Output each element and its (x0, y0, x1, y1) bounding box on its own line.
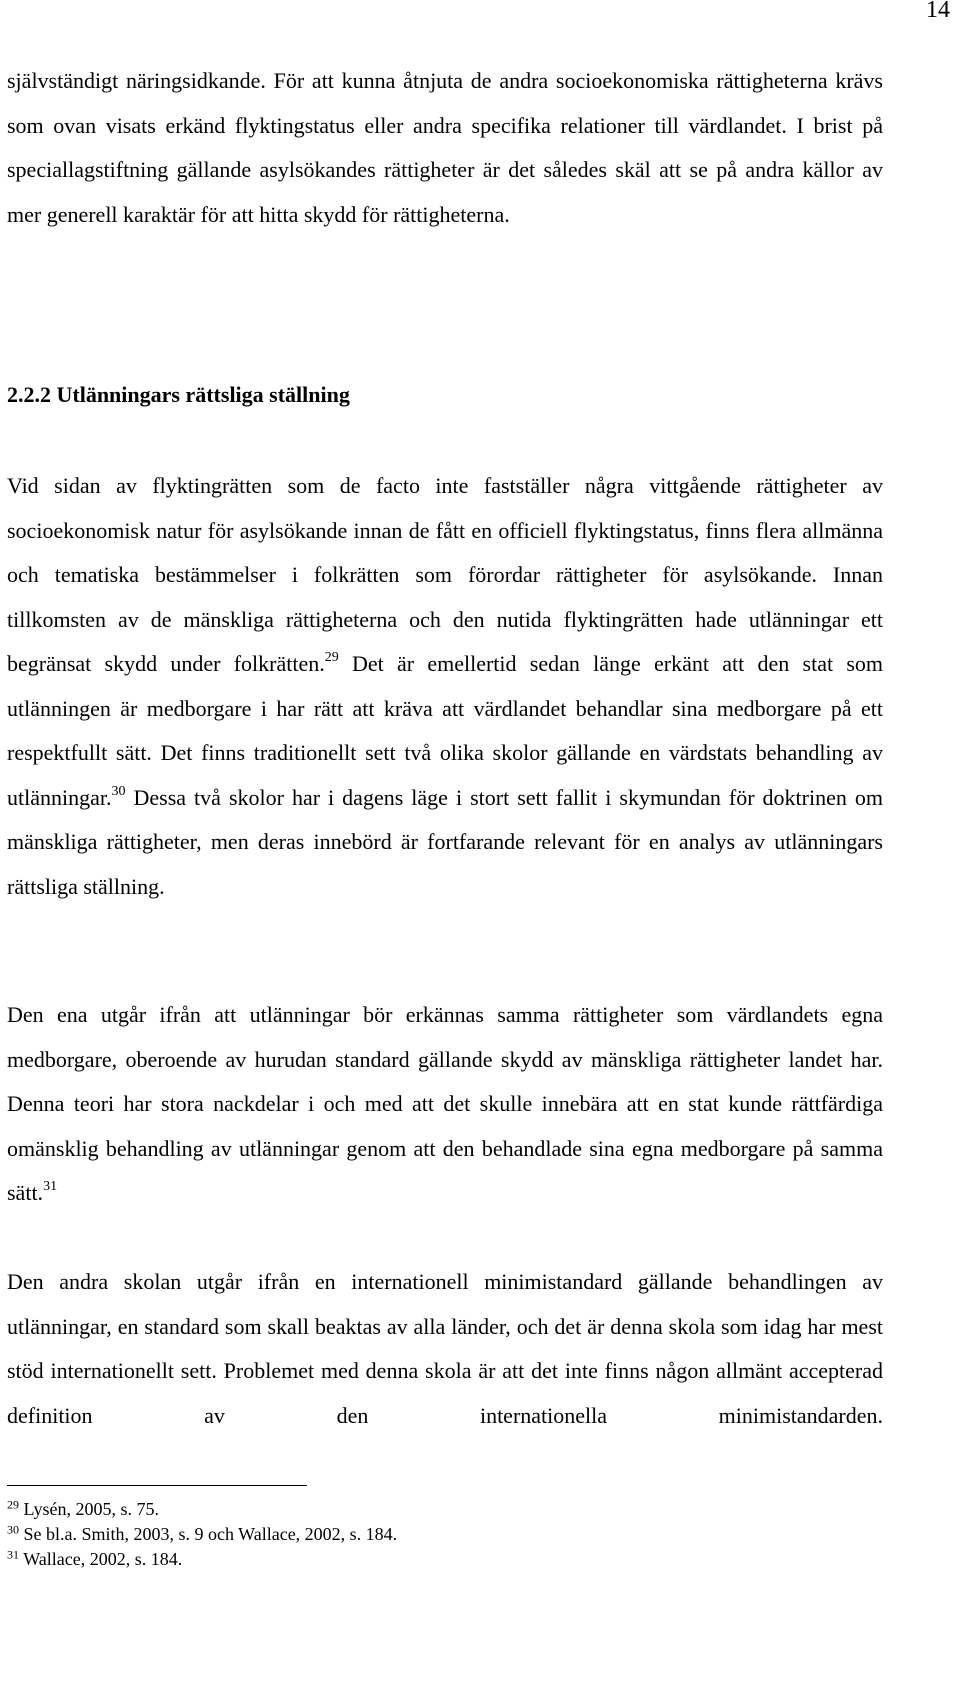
footnote-ref-31: 31 (43, 1179, 58, 1195)
footnote-text: Lysén, 2005, s. 75. (23, 1499, 160, 1519)
footnote-ref-29: 29 (324, 650, 339, 666)
paragraph-first-school (7, 993, 883, 1216)
section-heading: 2.2.2 Utlänningars rättsliga ställning (7, 382, 350, 407)
footnote-separator (7, 1485, 307, 1486)
paragraph-second-school (7, 1260, 883, 1438)
paragraph-intro (7, 59, 883, 237)
page-number: 14 (926, 0, 950, 23)
footnote-ref-30: 30 (111, 783, 126, 799)
footnote-text: Wallace, 2002, s. 184. (23, 1549, 183, 1569)
paragraph-legal-status-text-1: Vid sidan av flyktingrätten som de facto inte fastställer några vittgående rättigheter av socioekonomisk natur för asylsökande innan de fått en officiell flyktingstatus, finns flera allmänna och tematiska bestämmelser i folkrätten som förordar rättigheter för asylsökande. Innan tillkomsten av de mänskliga rättigheterna och den nutida flyktingrätten hade utlänningar ett begränsat skydd under folkrätten. (7, 473, 883, 676)
paragraph-legal-status-text-2: Det är emellertid sedan länge erkänt att den stat som utlänningen är medborgare i har rätt att kräva att värdlandet behandlar sina medborgare på ett respektfullt sätt. Det finns traditionellt sett två olika skolor gällande en värdstats behandling av utlänningar. (7, 651, 883, 810)
footnote-number: 30 (7, 1522, 19, 1537)
footnotes (7, 1497, 883, 1572)
footnote-text: Se bl.a. Smith, 2003, s. 9 och Wallace, 2002, s. 184. (23, 1524, 398, 1544)
paragraph-legal-status (7, 464, 883, 909)
footnote-number: 29 (7, 1497, 19, 1512)
footnote-29 (7, 1497, 883, 1522)
footnote-30 (7, 1522, 883, 1547)
footnote-31 (7, 1547, 883, 1572)
paragraph-first-school-text: Den ena utgår ifrån att utlänningar bör erkännas samma rättigheter som värdlandets egna medborgare, oberoende av hurudan standard gällande skydd av mänskliga rättigheter landet har. Denna teori har stora nackdelar i och med att det skulle innebära att en stat kunde rättfärdiga omänsklig behandling av utlänningar genom att den behandlade sina egna medborgare på samma sätt. (7, 1002, 883, 1205)
paragraph-legal-status-text-3: Dessa två skolor har i dagens läge i stort sett fallit i skymundan för doktrinen om mänskliga rättigheter, men deras innebörd är fortfarande relevant för en analys av utlänningars rättsliga ställning. (7, 784, 883, 899)
paragraph-second-school-text: Den andra skolan utgår ifrån en internationell minimistandard gällande behandlingen av utlänningar, en standard som skall beaktas av alla länder, och det är denna skola som idag har mest stöd internationellt sett. Problemet med denna skola är att det inte finns någon allmänt accepterad definition av den internationella minimistandarden. (7, 1269, 883, 1428)
paragraph-intro-text: självständigt näringsidkande. För att kunna åtnjuta de andra socioekonomiska rättigheterna krävs som ovan visats erkänd flyktingstatus eller andra specifika relationer till värdlandet. I brist på speciallagstiftning gällande asylsökandes rättigheter är det således skäl att se på andra källor av mer generell karaktär för att hitta skydd för rättigheterna. (7, 68, 883, 227)
footnote-number: 31 (7, 1547, 19, 1562)
